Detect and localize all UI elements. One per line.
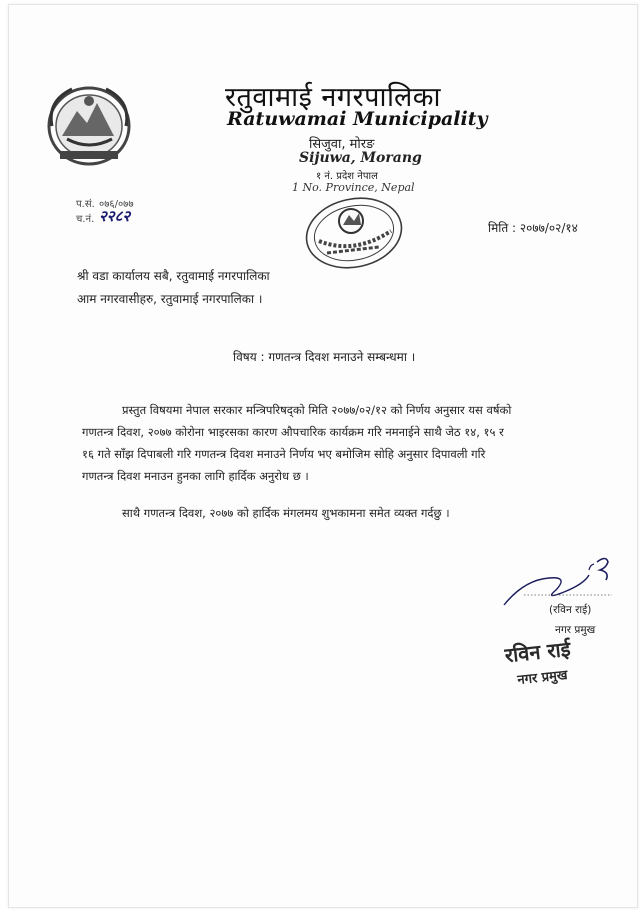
province-nepali: १ नं. प्रदेश नेपाल	[316, 171, 378, 182]
body-paragraph-1	[82, 399, 642, 487]
dispatch-number-label: च.नं.	[76, 214, 95, 225]
body-paragraph-1-line: १६ गते साँझ दिपाबली गरि गणतन्त्र दिवश मनाउने निर्णय भए बमोजिम सोहि अनुसार दिपावली गरि	[82, 447, 486, 461]
body-paragraph-2: साथै गणतन्त्र दिवश, २०७७ को हार्दिक मंगलमय शुभकामना समेत व्यक्त गर्दछु ।	[122, 506, 450, 520]
dispatch-number-value: २२८२	[99, 207, 131, 225]
letter-page	[8, 4, 638, 908]
letter-subject: विषय : गणतन्त्र दिवश मनाउने सम्बन्धमा ।	[233, 350, 416, 364]
letter-date: मिति : २०७७/०२/१४	[488, 221, 578, 235]
signatory-name: (रविन राई)	[549, 604, 592, 616]
municipality-title-nepali: रतुवामाई नगरपालिका	[225, 82, 442, 113]
body-paragraph-1-line: गणतन्त्र दिवश, २०७७ कोरोना भाइरसका कारण औपचारिक कार्यक्रम गरि नमनाईने साथै जेठ १४, १५ र	[82, 425, 504, 439]
body-paragraph-1-line: गणतन्त्र दिवश मनाउन हुनका लागि हार्दिक अनुरोध छ ।	[82, 469, 309, 483]
letter-number-value: ०७६/०७७	[99, 199, 134, 210]
government-emblem-icon	[42, 81, 137, 171]
office-round-stamp-icon	[299, 193, 409, 273]
municipality-title-english: Ratuwamai Municipality	[227, 108, 488, 130]
recipient-line-1: श्री वडा कार्यालय सबै, रतुवामाई नगरपालिका	[77, 269, 270, 283]
province-english: 1 No. Province, Nepal	[292, 181, 415, 194]
letter-number-label: प.सं.	[76, 199, 95, 210]
seal-title-text: नगर प्रमुख	[516, 667, 569, 689]
location-english: Sijuwa, Morang	[299, 150, 422, 166]
name-seal-stamp	[497, 634, 607, 689]
location-nepali: सिजुवा, मोरङ	[309, 137, 375, 152]
recipient-line-2: आम नगरवासीहरु, रतुवामाई नगरपालिका ।	[77, 292, 263, 306]
signatory-designation: नगर प्रमुख	[555, 624, 596, 636]
seal-name-text: रविन राई	[503, 636, 572, 668]
body-paragraph-1-line: प्रस्तुत विषयमा नेपाल सरकार मन्त्रिपरिषद्को मिति २०७७/०२/१२ को निर्णय अनुसार यस वर्षको	[122, 403, 512, 417]
